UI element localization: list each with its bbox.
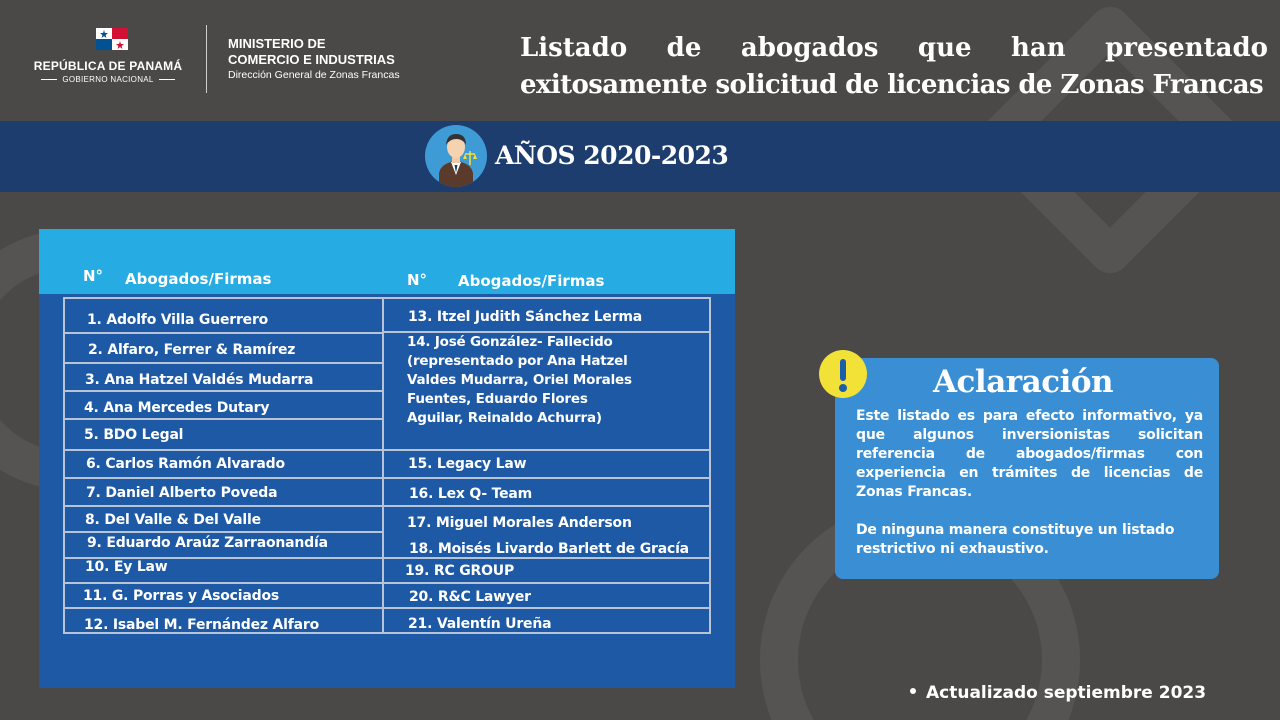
- government-subtitle: GOBIERNO NACIONAL: [28, 75, 188, 84]
- column-header-number: N°: [83, 267, 104, 285]
- list-item: 17. Miguel Morales Anderson: [407, 515, 632, 531]
- list-item: 5. BDO Legal: [84, 427, 184, 443]
- title-word: han: [1010, 33, 1066, 63]
- column-header-name: Abogados/Firmas: [458, 272, 605, 290]
- list-item: 12. Isabel M. Fernández Alfaro: [84, 617, 319, 633]
- list-item: 15. Legacy Law: [408, 456, 527, 472]
- update-note: Actualizado septiembre 2023: [910, 683, 1206, 703]
- title-word: abogados: [740, 33, 879, 63]
- title-word: Listado: [520, 33, 628, 63]
- bullet-icon: [910, 688, 916, 694]
- years-band: [0, 121, 1280, 192]
- lawyers-table: [39, 229, 735, 688]
- list-item: 2. Alfaro, Ferrer & Ramírez: [88, 342, 296, 358]
- list-item: 16. Lex Q- Team: [409, 486, 533, 502]
- header-divider: [206, 25, 207, 93]
- government-name: REPÚBLICA DE PANAMÁ: [33, 59, 183, 73]
- list-item: 7. Daniel Alberto Poveda: [86, 485, 278, 501]
- title-word: presentado: [1105, 33, 1268, 63]
- title-word: de: [666, 33, 702, 63]
- panama-flag-icon: [96, 28, 128, 50]
- clarification-text: Este listado es para efecto informativo, ya que algunos inversionistas solicitan referencia de abogados/firmas con experiencia en trámites de licencias de Zonas Francas. De ninguna manera constituye un listado restrictivo ni exhaustivo.: [856, 408, 1203, 557]
- list-item: 14. José González- Fallecido (representado por Ana Hatzel Valdes Mudarra, Oriel Morales Fuentes, Eduardo Flores Aguilar, Reinaldo Achurra): [407, 334, 632, 426]
- page-header: [0, 0, 1280, 118]
- list-item: 10. Ey Law: [85, 559, 168, 575]
- years-label: AÑOS 2020-2023: [495, 141, 729, 170]
- ministry-name: MINISTERIO DE COMERCIO E INDUSTRIAS: [228, 36, 395, 67]
- list-item: 6. Carlos Ramón Alvarado: [86, 456, 285, 472]
- column-header-name: Abogados/Firmas: [125, 270, 272, 288]
- list-item: 4. Ana Mercedes Dutary: [84, 400, 270, 416]
- list-item: 18. Moisés Livardo Barlett de Gracía: [409, 541, 689, 557]
- list-item: 9. Eduardo Araúz Zarraonandía: [87, 535, 328, 551]
- list-item: 19. RC GROUP: [405, 563, 515, 579]
- ministry-department: Dirección General de Zonas Francas: [228, 69, 400, 81]
- clarification-title: Aclaración: [933, 364, 1114, 400]
- title-word: que: [917, 33, 972, 63]
- lawyer-icon: [425, 125, 487, 187]
- list-item: 21. Valentín Ureña: [408, 616, 552, 632]
- list-item: 3. Ana Hatzel Valdés Mudarra: [85, 372, 314, 388]
- column-header-number: N°: [407, 271, 428, 289]
- list-item: 8. Del Valle & Del Valle: [85, 512, 261, 528]
- list-item: 1. Adolfo Villa Guerrero: [87, 312, 269, 328]
- list-item: 13. Itzel Judith Sánchez Lerma: [408, 309, 643, 325]
- clarification-box: [835, 358, 1219, 579]
- exclamation-icon: [819, 350, 867, 398]
- table-header: [39, 229, 735, 294]
- list-item: 11. G. Porras y Asociados: [83, 588, 280, 604]
- list-item: 20. R&C Lawyer: [409, 589, 531, 605]
- page-title: Listado de abogados que han presentado exitosamente solicitud de licencias de Zonas Francas: [520, 30, 1268, 104]
